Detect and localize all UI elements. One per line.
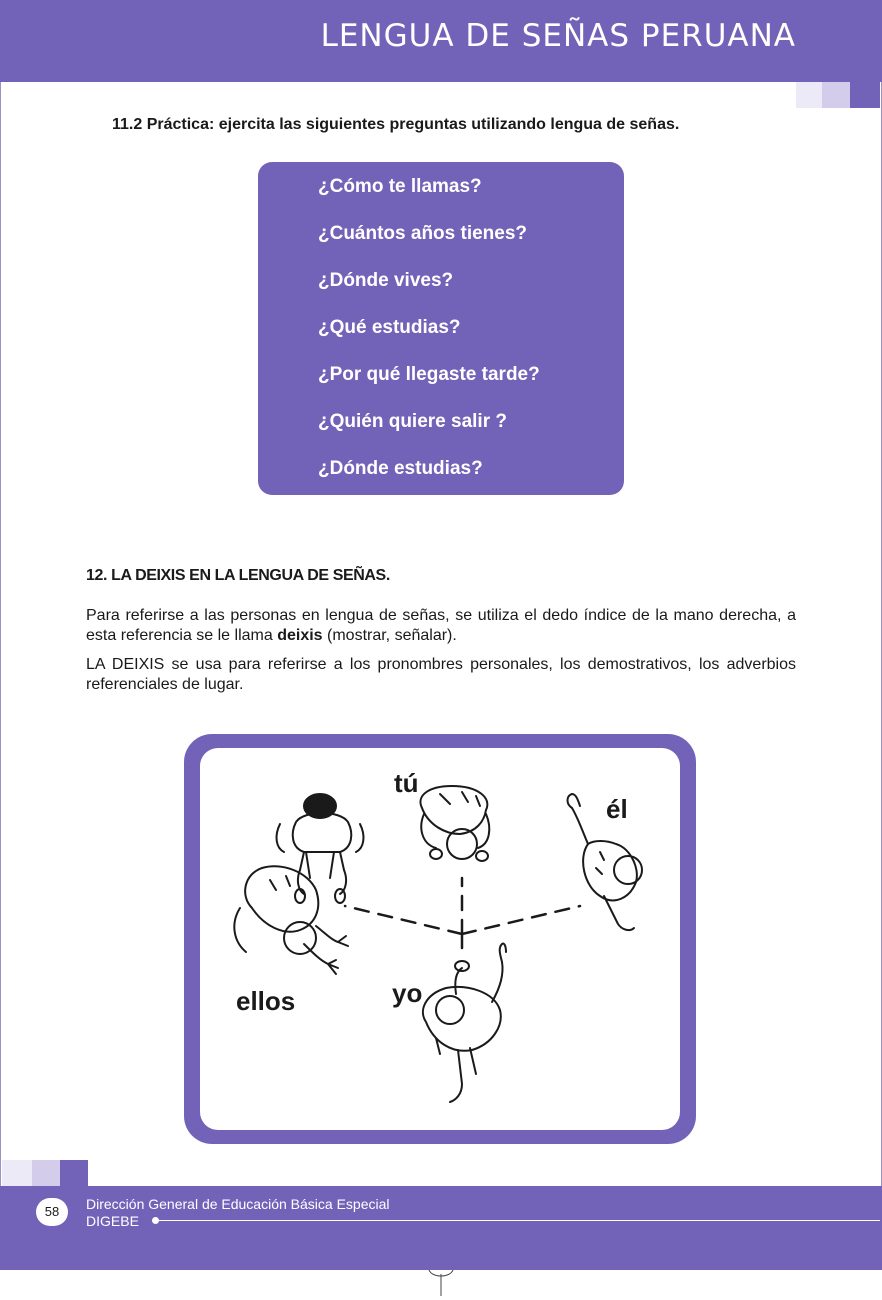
footer-tab-light bbox=[2, 1160, 32, 1188]
question-item: ¿Cuántos años tienes? bbox=[318, 223, 528, 244]
person-el-figure bbox=[568, 794, 643, 930]
crop-mark-icon bbox=[426, 1268, 456, 1298]
deixis-illustration-frame bbox=[184, 734, 696, 1144]
label-tu: tú bbox=[394, 768, 419, 798]
label-ellos: ellos bbox=[236, 986, 296, 1016]
question-item: ¿Quién quiere salir ? bbox=[318, 411, 507, 432]
person-tu-figure bbox=[420, 786, 489, 861]
deixis-paragraph-1 bbox=[86, 606, 796, 646]
question-item: ¿Qué estudias? bbox=[318, 317, 461, 338]
deixis-term: deixis bbox=[277, 627, 323, 644]
person-yo-figure bbox=[423, 943, 506, 1102]
page-number-badge: 58 bbox=[36, 1198, 68, 1226]
footer-tab-mid bbox=[32, 1160, 60, 1188]
deixis-p1-tail: (mostrar, señalar). bbox=[322, 627, 457, 644]
footer-institution: Dirección General de Educación Básica Especial bbox=[86, 1196, 390, 1212]
footer-tab-dark bbox=[60, 1160, 88, 1188]
person-ellos-figure bbox=[234, 866, 348, 974]
footer-dot bbox=[152, 1217, 159, 1224]
question-item: ¿Dónde estudias? bbox=[318, 458, 483, 479]
header-tab-light bbox=[796, 82, 822, 108]
practice-heading: 11.2 Práctica: ejercita las siguientes preguntas utilizando lengua de señas. bbox=[112, 116, 680, 133]
footer-acronym: DIGEBE bbox=[86, 1213, 139, 1229]
deixis-heading: 12. LA DEIXIS EN LA LENGUA DE SEÑAS. bbox=[86, 567, 390, 584]
question-item: ¿Dónde vives? bbox=[318, 270, 454, 291]
question-item: ¿Por qué llegaste tarde? bbox=[318, 364, 540, 385]
header-tab-mid bbox=[822, 82, 850, 108]
page-header-title: LENGUA DE SEÑAS PERUANA bbox=[320, 18, 796, 54]
label-el: él bbox=[606, 794, 628, 824]
label-yo: yo bbox=[392, 978, 423, 1008]
questions-box bbox=[258, 162, 624, 495]
deixis-paragraph-2: LA DEIXIS se usa para referirse a los pronombres personales, los demostrativos, los adverbios referenciales de lugar. bbox=[86, 656, 796, 693]
header-band bbox=[0, 0, 882, 82]
deixis-p1-text: Para referirse a las personas en lengua de señas, se utiliza el dedo índice de la mano derecha, a esta referencia se le llama bbox=[86, 607, 796, 644]
header-tab-dark bbox=[850, 82, 880, 108]
deixis-illustration bbox=[200, 748, 680, 1130]
footer-rule bbox=[152, 1220, 880, 1221]
dashed-pointer-lines bbox=[345, 878, 580, 958]
question-item: ¿Cómo te llamas? bbox=[318, 176, 482, 197]
